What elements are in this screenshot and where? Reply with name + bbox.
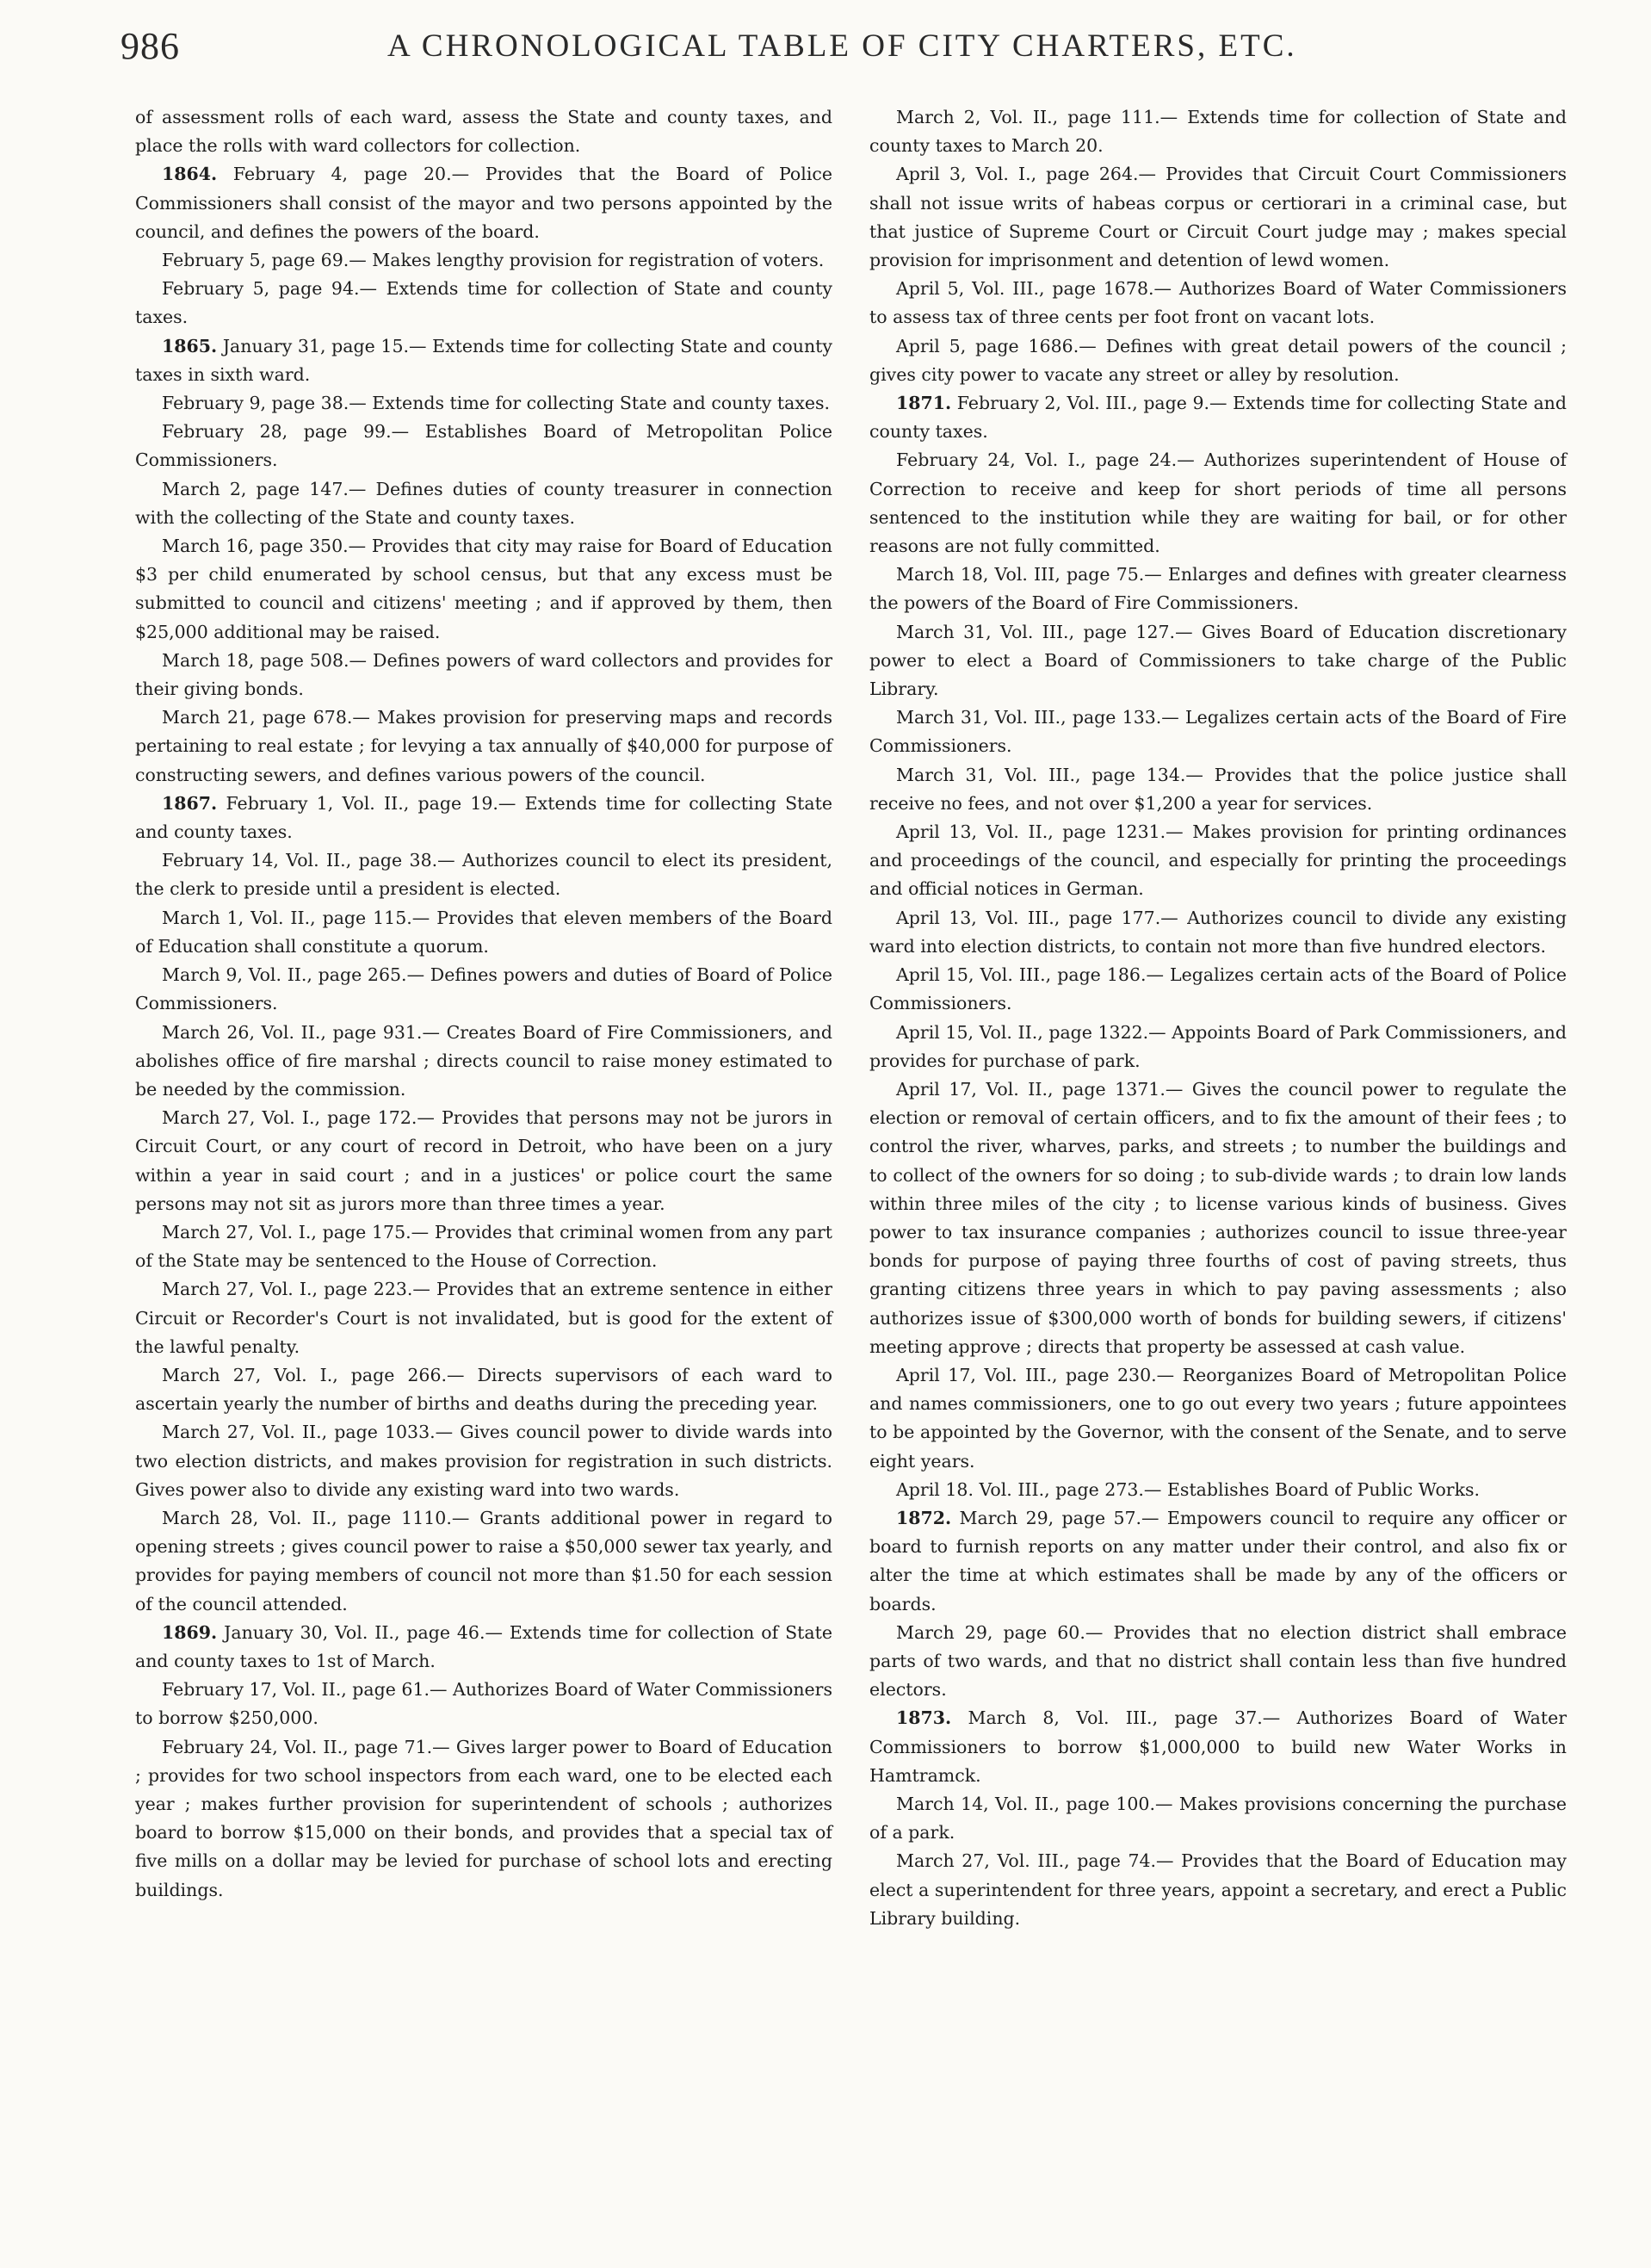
entry-date: March 1, Vol. II., page 115.— — [162, 907, 430, 928]
charter-entry — [135, 275, 832, 332]
entry-text: Authorizes superintendent of House of Correction to receive and keep for short periods of time all persons sentenced to the institution while they are waiting for bail, or for other reasons are not fully committed. — [869, 449, 1567, 557]
entry-text: Provides that persons may not be jurors in Circuit Court, or any court of record in Detroit, who have been on a jury within a year in said court ; and in a justices' or police court the same persons may not sit as jurors more than three times a year. — [135, 1107, 832, 1214]
charter-entry — [869, 1619, 1567, 1705]
page-number: 986 — [121, 24, 180, 67]
charter-entry — [869, 904, 1567, 961]
entry-date: March 26, Vol. II., page 931.— — [162, 1021, 440, 1043]
entry-date: April 13, Vol. III., page 177.— — [896, 907, 1178, 928]
charter-entry — [869, 1361, 1567, 1476]
entry-text: Authorizes council to divide any existing ward into election districts, to contain not more than five hundred electors. — [869, 907, 1567, 957]
entry-text: Provides that the police justice shall receive no fees, and not over $1,200 a year for services. — [869, 764, 1567, 814]
entry-text: Makes provision for printing ordinances and proceedings of the council, and especially for printing the proceedings and official notices in German. — [869, 821, 1567, 900]
entry-date: March 16, page 350.— — [162, 536, 367, 557]
charter-entry — [869, 561, 1567, 617]
entry-text: Defines powers of ward collectors and provides for their giving bonds. — [135, 649, 833, 700]
entry-date: March 8, Vol. III., page 37.— — [968, 1707, 1281, 1729]
entry-date: February 24, Vol. I., page 24.— — [896, 449, 1195, 471]
entry-date: February 1, Vol. II., page 19.— — [226, 792, 516, 814]
charter-entry — [135, 647, 832, 703]
entry-text: Gives the council power to regulate the election or removal of certain officers, and to fix the amount of their fees ; to control the river, wharves, parks, and streets ; to number the buildings and to collect of the owners for so doing ; to sub-divide wards ; to drain low lands within three miles of the city ; to license various kinds of business. Gives power to tax insurance companies ; authorizes council to issue three-year bonds for purpose of paying three fourths of cost of paving streets, thus granting citizens three years in which to pay paving assessments ; also authorizes issue of $300,000 worth of bonds for building sewers, if citizens' meeting approve ; directs that property be assessed at cash value. — [869, 1078, 1567, 1357]
entry-date: April 5, Vol. III., page 1678.— — [896, 278, 1172, 300]
entry-text: Legalizes certain acts of the Board of Fire Commissioners. — [869, 707, 1568, 757]
charter-entry — [869, 1019, 1567, 1075]
charter-entry — [135, 532, 832, 647]
charter-entry — [869, 961, 1567, 1018]
charter-entry — [869, 446, 1567, 561]
entry-date: April 5, page 1686.— — [896, 335, 1097, 356]
entry-text: Makes provision for preserving maps and records pertaining to real estate ; for levying a tax annually of $40,000 for purpose of constructing sewers, and defines various powers of the council. — [135, 707, 833, 785]
entry-date: March 2, Vol. II., page 111.— — [896, 107, 1178, 127]
charter-entry — [135, 103, 832, 160]
entry-date: March 18, page 508.— — [162, 649, 368, 671]
charter-entry — [135, 790, 832, 846]
charter-entry — [869, 389, 1567, 446]
entry-date: March 27, Vol. I., page 175.— — [162, 1221, 430, 1242]
entry-text: Directs supervisors of each ward to ascertain yearly the number of births and deaths during the preceding year. — [135, 1364, 832, 1415]
entry-date: March 27, Vol. I., page 266.— — [162, 1364, 465, 1385]
entry-text: Extends time for collection of State and county taxes to 1st of March. — [135, 1621, 832, 1671]
entry-text: Reorganizes Board of Metropolitan Police and names commissioners, one to go out every two years ; future appointees to be appointed by the Governor, with the consent of the Senate, and to serve eight years. — [869, 1364, 1567, 1472]
charter-entry — [135, 475, 832, 532]
charter-entry — [869, 1504, 1567, 1619]
entry-text: Provides that Circuit Court Commissioners shall not issue writs of habeas corpus or certiorari in a criminal case, but that justice of Supreme Court or Circuit Court judge may ; makes special provision for imprisonment and detention of lewd women. — [869, 164, 1567, 271]
entry-date: March 27, Vol. I., page 223.— — [162, 1279, 430, 1300]
entry-date: April 18. Vol. III., page 273.— — [896, 1478, 1162, 1500]
entry-text: Provides that no election district shall embrace parts of two wards, and that no district shall contain less than five hundred electors. — [869, 1621, 1567, 1701]
entry-text: Gives larger power to Board of Education ; provides for two school inspectors from each ward, one to be elected each year ; makes further provision for superintendent of schools ; authorizes board to borrow $15,000 on their bonds, and provides that a special tax of five mills on a dollar may be levied for purchase of school lots and erecting buildings. — [135, 1736, 833, 1900]
entry-date: March 2, page 147.— — [162, 478, 367, 499]
entry-date: March 27, Vol. III., page 74.— — [896, 1850, 1174, 1872]
charter-entry — [135, 1619, 832, 1676]
entry-text: Appoints Board of Park Commissioners, and provides for purchase of park. — [869, 1021, 1567, 1071]
charter-entry — [135, 1104, 832, 1218]
entry-text: Defines powers and duties of Board of Police Commissioners. — [135, 964, 833, 1014]
entry-date: February 5, page 69.— — [162, 250, 367, 271]
entry-text: Empowers council to require any officer or board to furnish reports on any matter under their control, and also fix or alter the time at which estimates shall be made by any of the officers or boards. — [869, 1507, 1567, 1614]
charter-entry — [869, 1075, 1567, 1361]
entry-text: Gives Board of Education discretionary power to elect a Board of Commissioners to take charge of the Public Library. — [869, 621, 1567, 700]
charter-entry — [869, 103, 1567, 160]
entry-text: Authorizes Board of Water Commissioners to assess tax of three cents per foot front on vacant lots. — [869, 278, 1567, 328]
entry-date: February 9, page 38.— — [162, 393, 367, 414]
charter-entry — [135, 418, 832, 474]
page-header — [121, 24, 1326, 67]
entry-date: March 29, page 57.— — [959, 1507, 1159, 1528]
entry-text: Establishes Board of Public Works. — [1161, 1478, 1481, 1500]
charter-entry — [135, 1733, 832, 1905]
entry-text: Defines with great detail powers of the council ; gives city power to vacate any street or alley by resolution. — [869, 335, 1567, 385]
charter-entry — [135, 1676, 832, 1732]
entry-year: 1869. — [162, 1621, 218, 1643]
entry-date: March 21, page 678.— — [162, 707, 370, 728]
entry-date: March 28, Vol. II., page 1110.— — [162, 1507, 470, 1528]
entry-date: April 15, Vol. III., page 186.— — [896, 964, 1164, 986]
left-column — [135, 103, 832, 1905]
charter-entry — [135, 846, 832, 903]
entry-year: 1867. — [162, 792, 218, 814]
right-column — [869, 103, 1567, 1933]
charter-entry — [869, 1847, 1567, 1933]
entry-date: March 31, Vol. III., page 127.— — [896, 621, 1193, 642]
entry-year: 1865. — [162, 335, 218, 356]
charter-entry — [869, 332, 1567, 389]
entry-text: Provides that an extreme sentence in either Circuit or Recorder's Court is not invalidated, but is good for the extent of the lawful penalty. — [135, 1279, 832, 1357]
entry-year: 1873. — [896, 1707, 952, 1729]
charter-entry — [135, 1218, 832, 1275]
entry-date: February 5, page 94.— — [162, 278, 378, 300]
entry-text: Defines duties of county treasurer in connection with the collecting of the State and county taxes. — [135, 478, 832, 528]
charter-entry — [869, 275, 1567, 332]
entry-text: Provides that the Board of Education may elect a superintendent for three years, appoint a secretary, and erect a Public Library building. — [869, 1850, 1567, 1929]
entry-text: Authorizes Board of Water Commissioners to borrow $250,000. — [135, 1679, 832, 1729]
charter-entry — [135, 389, 832, 418]
entry-text: Extends time for collecting State and county taxes. — [869, 393, 1567, 443]
entry-text: Grants additional power in regard to opening streets ; gives council power to raise a $50,000 sewer tax yearly, and provides for paying members of council not more than $1.50 for each session of the council attended. — [135, 1507, 832, 1614]
charter-entry — [869, 1704, 1567, 1790]
charter-entry — [135, 1504, 832, 1619]
entry-date: March 31, Vol. III., page 133.— — [896, 707, 1179, 728]
entry-text: Extends time for collection of State and county taxes to March 20. — [869, 107, 1567, 157]
entry-date: February 28, page 99.— — [162, 421, 410, 443]
running-title: A CHRONOLOGICAL TABLE OF CITY CHARTERS, ETC. — [387, 28, 1297, 64]
entry-date: March 27, Vol. II., page 1033.— — [162, 1422, 454, 1443]
charter-entry — [135, 703, 832, 790]
entry-year: 1872. — [896, 1507, 952, 1528]
entry-text: Extends time for collecting State and county taxes. — [135, 792, 832, 843]
entry-date: February 14, Vol. II., page 38.— — [162, 850, 455, 871]
entry-text: Gives council power to divide wards into two election districts, and makes provision for registration in such districts. Gives power also to divide any existing ward into two wards. — [135, 1422, 832, 1500]
entry-text: Makes provisions concerning the purchase of a park. — [869, 1793, 1567, 1844]
entry-text: Extends time for collecting State and county taxes in sixth ward. — [135, 335, 832, 385]
charter-entry — [135, 160, 832, 246]
entry-text: Creates Board of Fire Commissioners, and abolishes office of fire marshal ; directs council to raise money estimated to be needed by the commission. — [135, 1021, 832, 1100]
entry-date: April 17, Vol. III., page 230.— — [896, 1364, 1175, 1385]
entry-text: Authorizes Board of Water Commissioners to borrow $1,000,000 to build new Water Works in Hamtramck. — [869, 1707, 1567, 1786]
entry-year: 1871. — [896, 393, 952, 414]
entry-text: Provides that criminal women from any part of the State may be sentenced to the House of Correction. — [135, 1221, 832, 1272]
entry-date: January 31, page 15.— — [222, 335, 427, 356]
entry-text: Makes lengthy provision for registration of voters. — [366, 250, 825, 271]
charter-entry — [135, 332, 832, 389]
charter-entry — [869, 761, 1567, 818]
entry-date: March 14, Vol. II., page 100.— — [896, 1793, 1173, 1814]
entry-date: April 3, Vol. I., page 264.— — [896, 164, 1156, 185]
entry-date: March 29, page 60.— — [896, 1621, 1104, 1643]
entry-text: Provides that eleven members of the Board of Education shall constitute a quorum. — [135, 907, 832, 957]
charter-entry — [135, 1275, 832, 1361]
entry-date: April 13, Vol. II., page 1231.— — [896, 821, 1184, 843]
charter-entry — [869, 618, 1567, 704]
entry-date: February 17, Vol. II., page 61.— — [162, 1679, 448, 1701]
entry-date: January 30, Vol. II., page 46.— — [224, 1621, 503, 1643]
entry-date: March 31, Vol. III., page 134.— — [896, 764, 1203, 785]
entry-text: Extends time for collection of State and county taxes. — [135, 278, 832, 328]
charter-entry — [135, 1418, 832, 1504]
charter-entry — [135, 961, 832, 1018]
entry-year: 1864. — [162, 164, 218, 185]
charter-entry — [869, 1790, 1567, 1847]
entry-date: April 15, Vol. II., page 1322.— — [896, 1021, 1166, 1043]
entry-date: February 2, Vol. III., page 9.— — [956, 393, 1227, 414]
entry-date: March 27, Vol. I., page 172.— — [162, 1107, 435, 1129]
entry-text: Establishes Board of Metropolitan Police Commissioners. — [135, 421, 832, 471]
charter-entry — [869, 160, 1567, 275]
entry-text: Extends time for collecting State and county taxes. — [366, 393, 831, 414]
charter-entry — [135, 246, 832, 275]
charter-entry — [135, 1019, 832, 1105]
charter-entry — [869, 818, 1567, 904]
entry-text: Legalizes certain acts of the Board of Police Commissioners. — [869, 964, 1567, 1014]
charter-entry — [869, 703, 1567, 760]
entry-date: March 18, Vol. III, page 75.— — [896, 564, 1162, 586]
entry-date: March 9, Vol. II., page 265.— — [162, 964, 425, 986]
entry-date: April 17, Vol. II., page 1371.— — [896, 1078, 1184, 1100]
entry-text: Provides that the Board of Police Commissioners shall consist of the mayor and two persons appointed by the council, and defines the powers of the board. — [135, 164, 832, 242]
entry-text: Authorizes council to elect its president, the clerk to preside until a president is elected. — [135, 850, 832, 900]
entry-text: of assessment rolls of each ward, assess the State and county taxes, and place the rolls with ward collectors for collection. — [135, 107, 832, 157]
entry-date: February 4, page 20.— — [232, 164, 470, 185]
entry-text: Enlarges and defines with greater clearness the powers of the Board of Fire Commissioners. — [869, 564, 1567, 614]
entry-text: Provides that city may raise for Board of Education $3 per child enumerated by school census, but that any excess must be submitted to council and citizens' meeting ; and if approved by them, then $25,000 additional may be raised. — [135, 536, 832, 642]
charter-entry — [869, 1476, 1567, 1504]
charter-entry — [135, 904, 832, 961]
charter-entry — [135, 1361, 832, 1418]
entry-date: February 24, Vol. II., page 71.— — [162, 1736, 450, 1757]
